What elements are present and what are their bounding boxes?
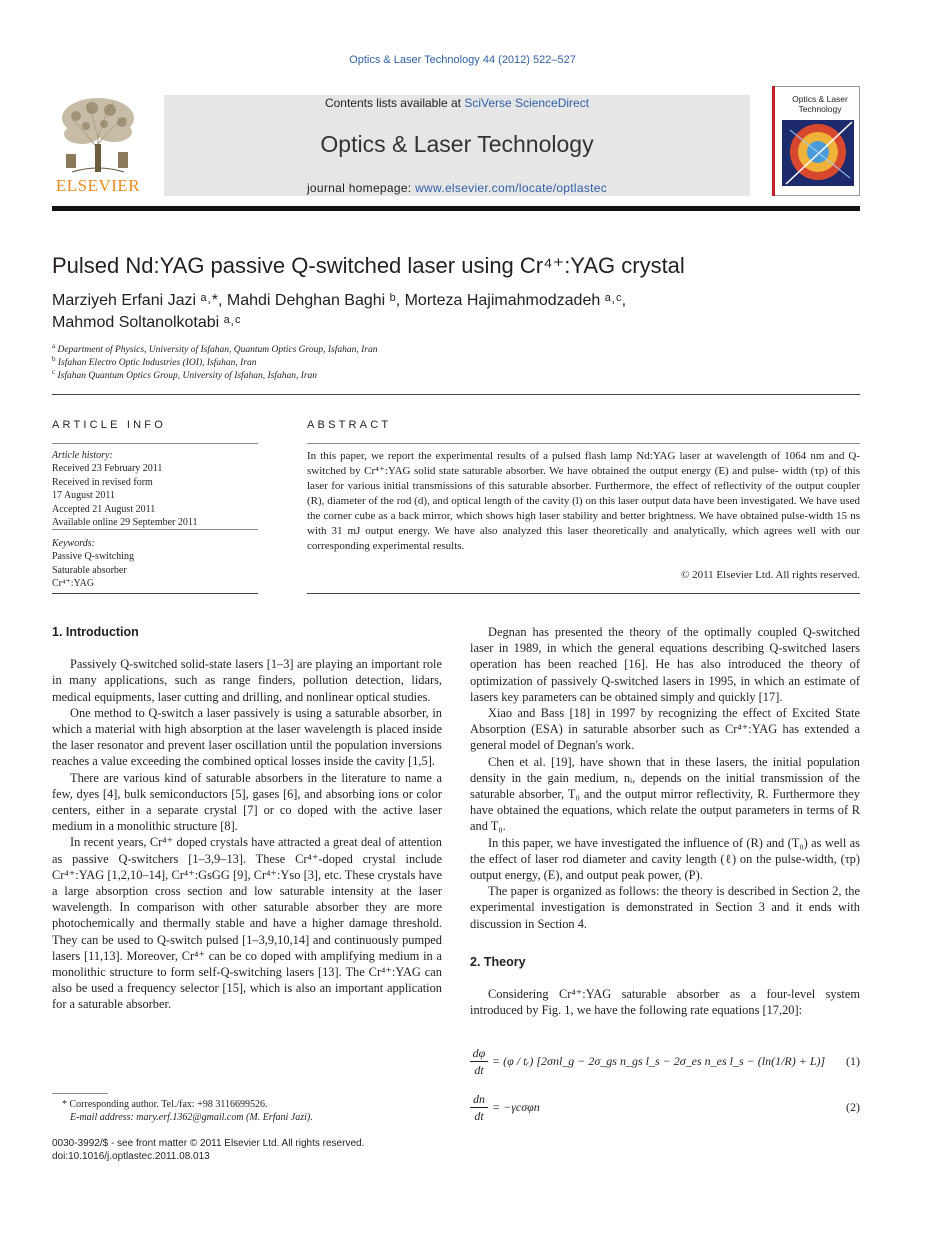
article-title: Pulsed Nd:YAG passive Q-switched laser using Cr⁴⁺:YAG crystal (52, 253, 685, 278)
homepage-line (164, 181, 750, 195)
affiliation-text: Isfahan Electro Optic Industries (IOI), Isfahan, Iran (57, 358, 257, 369)
keyword-item: Passive Q-switching (52, 551, 134, 563)
journal-citation[interactable]: Optics & Laser Technology 44 (2012) 522–527 (349, 54, 576, 66)
eq2-denominator: dt (474, 1109, 484, 1123)
abstract-copyright: © 2011 Elsevier Ltd. All rights reserved. (680, 569, 860, 581)
doi-line[interactable]: doi:10.1016/j.optlastec.2011.08.013 (52, 1151, 210, 1162)
corresponding-author: * Corresponding author. Tel./fax: +98 3116699526. (62, 1099, 268, 1110)
paragraph: Chen et al. [19], have shown that in these lasers, the initial population density in the gain medium, nᵢ, depends on the initial transmission of the saturable absorber, T₀ and the output mirror reflectivity, R. Furthermore they have obtained the equations, which relate the output parameters in terms of R and T₀. (470, 754, 860, 834)
cover-title: Optics & Laser Technology (792, 94, 848, 114)
affiliation-b (52, 355, 256, 368)
authors-line-2[interactable]: Mahmod Soltanolkotabi ᵃ˒ᶜ (52, 314, 241, 331)
divider (307, 443, 860, 444)
keywords-label: Keywords: (52, 538, 95, 549)
history-item: Received 23 February 2011 (52, 463, 163, 475)
paragraph: There are various kind of saturable absorbers in the literature to name a few, dyes [4], bulk semiconductors [5], gases [6], and absorbing ions or color centers, either in a separate crystal [7] or co doped with the active laser medium in a monolithic structure [8]. (52, 770, 442, 834)
sciencedirect-link[interactable]: SciVerse ScienceDirect (464, 96, 590, 110)
paragraph: Xiao and Bass [18] in 1997 by recognizing the effect of Excited State Absorption (ESA) in saturable absorber such as Cr⁴⁺:YAG has extended a general model of Degnan's work. (470, 706, 860, 753)
affiliation-mark: b (52, 355, 56, 363)
journal-title[interactable]: Optics & Laser Technology (320, 131, 594, 157)
article-info-heading: ARTICLE INFO (52, 419, 166, 431)
equation-2 (470, 1092, 860, 1126)
contents-prefix: Contents lists available at (324, 96, 465, 110)
affiliation-c (52, 368, 317, 381)
introduction-heading: 1. Introduction (52, 625, 139, 639)
homepage-prefix: journal homepage: (306, 181, 416, 195)
contents-line (164, 96, 750, 110)
issn-line: 0030-3992/$ - see front matter © 2011 Elsevier Ltd. All rights reserved. (52, 1138, 365, 1149)
journal-cover[interactable] (772, 86, 860, 196)
authors-line-1[interactable]: Marziyeh Erfani Jazi ᵃ˒*, Mahdi Dehghan Baghi ᵇ, Morteza Hajimahmodzadeh ᵃ˒ᶜ, (52, 292, 627, 309)
divider (307, 593, 860, 594)
theory-heading: 2. Theory (470, 954, 526, 969)
header-rule (52, 206, 860, 211)
divider (52, 529, 258, 530)
abstract-heading: ABSTRACT (307, 419, 392, 431)
homepage-link[interactable]: www.elsevier.com/locate/optlastec (415, 181, 608, 195)
journal-banner (164, 95, 750, 196)
body-left-column (52, 624, 442, 1013)
eq2-numerator: dn (473, 1092, 485, 1106)
keywords (52, 537, 258, 591)
eq2-rhs: = −γcσφn (492, 1100, 540, 1114)
divider (52, 593, 258, 594)
affiliation-a (52, 342, 377, 355)
paragraph: Passively Q-switched solid-state lasers [1–3] are playing an important role in many applications, such as range finders, pollution detection, lidars, medical equipments, laser cutting and drilling, and nonlinear optical studies. (52, 657, 442, 704)
abstract-text: In this paper, we report the experimental results of a pulsed flash lamp Nd:YAG laser at wavelength of 1064 nm and Q-switched by Cr⁴⁺:YAG solid state saturable absorber. We have obtained the output energy (E) and pulse- width (τp) of this laser for various initial transmissions of this saturable absorber. Furthermore, the effect of reflectivity of the output coupler (R), diameter of the rod (d), and optical length of the cavity (l) on this laser output data have been investigated. We have used the corner cube as a back mirror, which shows high laser stability and better brightness. We have obtained pulse-width 15 ns with 31 mJ output energy. We have also analyzed this laser theoretically and analytically, which agrees well with our corresponding experimental results. (307, 450, 860, 552)
affiliation-text: Department of Physics, University of Isfahan, Quantum Optics Group, Isfahan, Iran (57, 345, 378, 356)
paragraph: Considering Cr⁴⁺:YAG saturable absorber as a four-level system introduced by Fig. 1, we have the following rate equations [17,20]: (470, 987, 860, 1018)
eq1-derivative (470, 1046, 488, 1077)
paragraph: The paper is organized as follows: the theory is described in Section 2, the experimental investigation is demonstrated in Section 3 and it ends with discussion in Section 4. (470, 884, 860, 931)
equation-1 (470, 1046, 860, 1080)
affiliation-mark: a (52, 342, 56, 350)
eq2-derivative (470, 1092, 488, 1123)
paragraph: Degnan has presented the theory of the optimally coupled Q-switched laser in 1989, in which the general equations describing Q-switched lasers operation has been reached [16]. He has also introduced the theory of optimization of passively Q-switched lasers in 1995, in which an estimate of lasers key parameters can be obtained simply and quickly [17]. (470, 625, 860, 704)
divider (52, 394, 860, 395)
body-right-column (470, 624, 860, 1018)
eq1-denominator: dt (474, 1063, 484, 1077)
affiliation-text: Isfahan Quantum Optics Group, University of Isfahan, Isfahan, Iran (57, 371, 318, 382)
divider (52, 443, 258, 444)
elsevier-logo (52, 94, 144, 198)
history-item: 17 August 2011 (52, 490, 115, 502)
paragraph: In this paper, we have investigated the influence of (R) and (T₀) as well as the effect of laser rod diameter and cavity length (ℓ) on the pulse-width, (τp) output energy, (E), and output peak power, (P). (470, 835, 860, 883)
paragraph: In recent years, Cr⁴⁺ doped crystals have attracted a great deal of attention as passive Q-switchers [1–3,9–13]. These Cr⁴⁺-doped crystal include Cr⁴⁺:YAG [1,2,10–14], Cr⁴⁺:GsGG [9], Cr⁴⁺:Yso [3], etc. These crystals have a large absorption cross section and low saturable intensity at the laser wavelength. In comparison with other saturable absorber they are more photochemically and thermally stable and have a higher damage threshold. They can be used to Q-switch pulsed [1–3,9,10,14] and continuously pumped lasers [11,13]. Moreover, Cr⁴⁺ can be co doped with amplifying medium in a monolithic structure to form self-Q-switching lasers [13]. The Cr⁴⁺:YAG can also be used a frequency selector [15], which is also an important application for a saturable absorber. (52, 835, 442, 1012)
footnote (52, 1098, 313, 1124)
eq1-numerator: dφ (472, 1046, 486, 1060)
article-history (52, 449, 258, 529)
email-address[interactable]: E-mail address: mary.erf.1362@gmail.com (M. Erfani Jazi). (70, 1112, 313, 1123)
author-list (52, 290, 860, 334)
keyword-item: Cr⁴⁺:YAG (52, 578, 95, 590)
history-label: Article history: (52, 450, 113, 461)
history-item: Available online 29 September 2011 (52, 517, 198, 529)
keyword-item: Saturable absorber (52, 564, 127, 576)
history-item: Received in revised form (52, 476, 153, 488)
eq1-number: (1) (846, 1054, 860, 1068)
affiliation-mark: c (52, 368, 56, 376)
eq1-rhs: = (φ / tᵣ) [2σnl_g − 2σ_gs n_gs l_s − 2σ_es n_es l_s − (ln(1/R) + L)] (492, 1054, 826, 1068)
page-footer (52, 1137, 364, 1163)
paragraph: One method to Q-switch a laser passively is using a saturable absorber, in which a material with high absorption at the laser wavelength is placed inside the laser resonator and prevent laser oscillation until the population inversions reaches a value exceeding the combined optical losses inside the cavity [1,5]. (52, 705, 442, 769)
footnote-rule (52, 1093, 108, 1094)
history-item: Accepted 21 August 2011 (52, 503, 156, 515)
elsevier-wordmark: ELSEVIER (55, 176, 141, 195)
eq2-number: (2) (846, 1100, 860, 1114)
